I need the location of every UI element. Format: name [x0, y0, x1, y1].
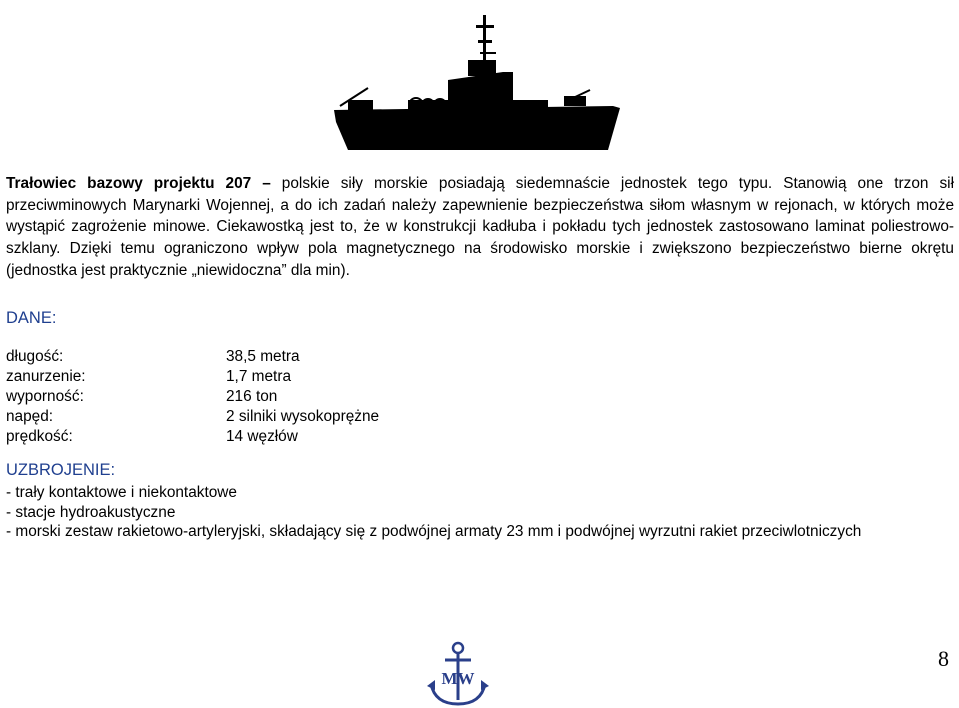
armament-item: - trały kontaktowe i niekontaktowe	[6, 484, 237, 501]
spec-value: 1,7 metra	[226, 368, 292, 385]
spec-label: zanurzenie:	[6, 368, 86, 385]
intro-text: polskie siły morskie posiadają siedemnaście jednostek tego typu. Stanowią one trzon sił przeciwminowych Marynarki Wojennej, a do ich zadań należy zapewnienie bezpieczeństwa siłom własnym w rejonach, w których może wystąpić zagrożenie minowe. Ciekawostką jest to, że w konstrukcji kadłuba i pokładu tych jednostek zastosowano laminat poliestrowo-szklany. Dzięki temu ograniczono wpływ pola magnetycznego na środowisko morskie i zwiększono bezpieczeństwo bierne okrętu (jednostka jest praktycznie „niewidoczna” dla min).	[6, 175, 954, 279]
spec-value: 2 silniki wysokoprężne	[226, 408, 380, 425]
intro-paragraph	[6, 173, 954, 282]
spec-row-length	[6, 347, 379, 367]
spec-row-propulsion	[6, 407, 379, 427]
dane-heading: DANE:	[6, 309, 57, 327]
page-number: 8	[938, 646, 949, 671]
intro-lead: Trałowiec bazowy projektu 207 –	[6, 175, 271, 192]
spec-value: 14 węzłów	[226, 428, 298, 445]
specs-table	[6, 347, 379, 447]
armament-item: - stacje hydroakustyczne	[6, 503, 176, 521]
armament-item: - morski zestaw rakietowo-artyleryjski, składający się z podwójnej armaty 23 mm i podwójnej wyrzutni rakiet przeciwlotniczych	[6, 523, 862, 540]
uzbrojenie-heading: UZBROJENIE:	[6, 461, 116, 479]
logo-text: MW	[441, 669, 475, 688]
navy-anchor-logo	[425, 640, 491, 708]
ship-silhouette-image	[328, 10, 628, 158]
spec-value: 38,5 metra	[226, 348, 300, 365]
spec-row-draft	[6, 367, 379, 387]
spec-label: napęd:	[6, 408, 54, 425]
armament-list	[6, 483, 861, 542]
spec-row-displacement	[6, 387, 379, 407]
spec-row-speed	[6, 427, 379, 447]
spec-label: długość:	[6, 348, 64, 365]
spec-value: 216 ton	[226, 388, 278, 405]
spec-label: prędkość:	[6, 428, 73, 445]
spec-label: wyporność:	[6, 388, 84, 405]
